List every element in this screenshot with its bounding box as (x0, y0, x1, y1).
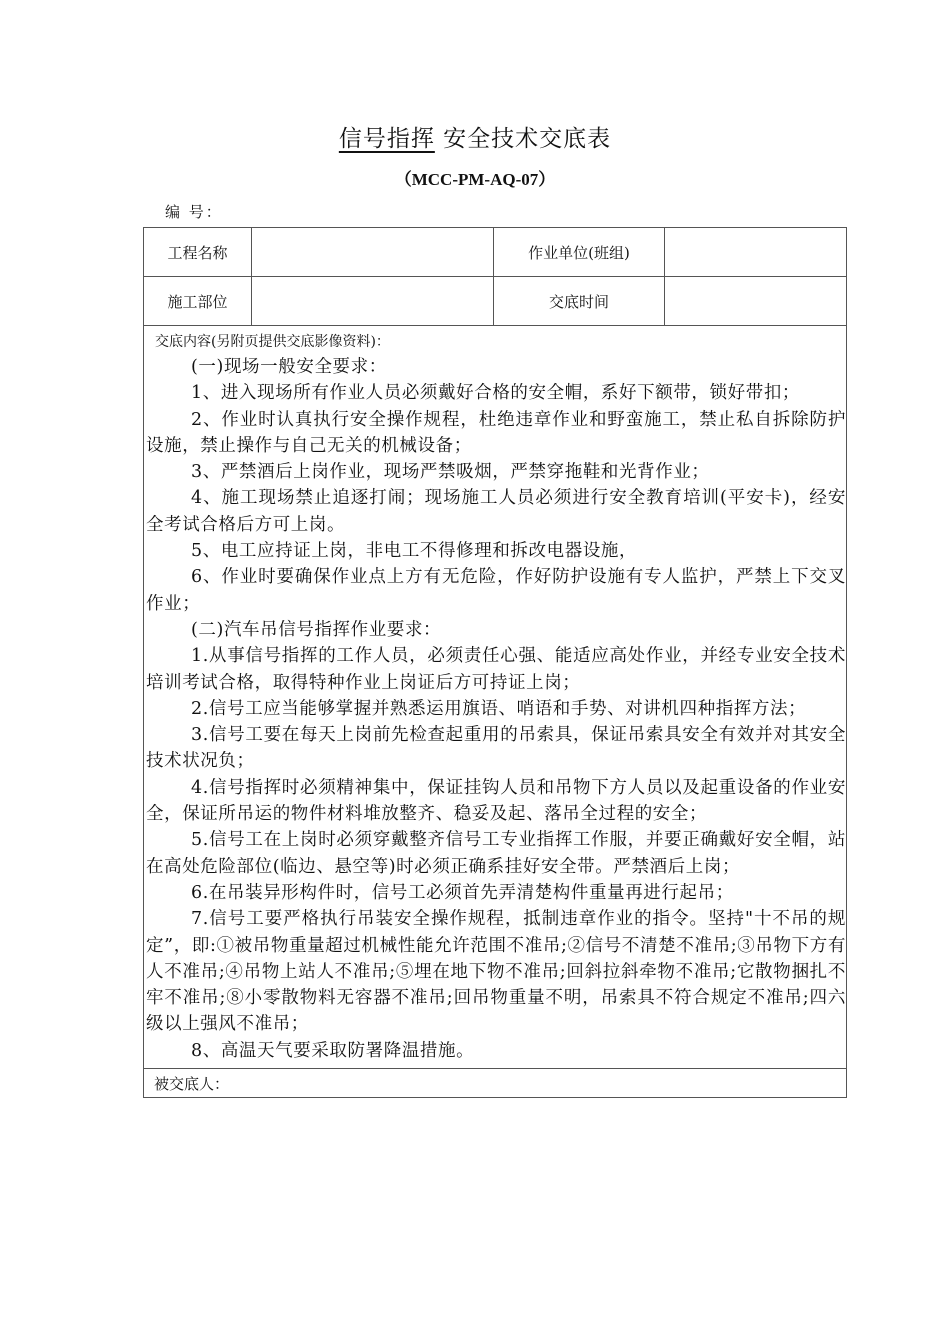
content-paragraph: 2.信号工应当能够掌握并熟悉运用旗语、哨语和手势、对讲机四种指挥方法； (191, 698, 807, 719)
content-paragraph: 4、施工现场禁止追逐打闹；现场施工人员必须进行安全教育培训(平安卡)，经安全考试合格后方可上岗。 (146, 488, 846, 535)
content-paragraph: 2、作业时认真执行安全操作规程，杜绝违章作业和野蛮施工，禁止私自拆除防护设施，禁止操作与自己无关的机械设备； (146, 409, 846, 456)
construction-part-label: 施工部位 (144, 277, 252, 326)
document-title (0, 120, 950, 153)
content-title: 交底内容(另附页提供交底影像资料)： (155, 334, 390, 350)
project-name-label: 工程名称 (144, 228, 252, 277)
content-paragraph: 5、电工应持证上岗，非电工不得修理和拆改电器设施， (191, 541, 638, 562)
work-unit-label: 作业单位(班组) (494, 228, 665, 277)
form-row-footer (144, 1069, 847, 1098)
construction-part-field[interactable] (252, 277, 494, 326)
content-paragraph: 6.在吊装异形构件时，信号工必须首先弄清楚构件重量再进行起吊； (191, 882, 734, 903)
form-row-project (144, 228, 847, 277)
recipient-label: 被交底人： (144, 1069, 847, 1098)
briefing-time-field[interactable] (665, 277, 847, 326)
number-label: 编 号： (165, 203, 223, 221)
content-paragraph: 3、严禁酒后上岗作业，现场严禁吸烟，严禁穿拖鞋和光背作业； (191, 462, 710, 483)
project-name-field[interactable] (252, 228, 494, 277)
content-paragraph: 1、进入现场所有作业人员必须戴好合格的安全帽，系好下额带，锁好带扣； (191, 383, 801, 404)
content-paragraph: 5.信号工在上岗时必须穿戴整齐信号工专业指挥工作服，并要正确戴好安全帽，站在高处危险部位(临边、悬空等)时必须正确系挂好安全带。严禁酒后上岗； (146, 830, 846, 877)
content-cell (144, 326, 847, 1069)
title-underlined-part: 信号指挥 (338, 126, 435, 152)
content-paragraph: 6、作业时要确保作业点上方有无危险，作好防护设施有专人监护，严禁上下交叉作业； (146, 567, 846, 614)
content-paragraph: 4.信号指挥时必须精神集中，保证挂钩人员和吊物下方人员以及起重设备的作业安全，保证所吊运的物件材料堆放整齐、稳妥及起、落吊全过程的安全； (146, 777, 846, 825)
work-unit-field[interactable] (665, 228, 847, 277)
form-row-part (144, 277, 847, 326)
briefing-time-label: 交底时间 (494, 277, 665, 326)
document-code: （MCC-PM-AQ-07） (394, 170, 556, 189)
briefing-form-table (143, 227, 847, 1098)
content-paragraph: (二)汽车吊信号指挥作业要求： (191, 619, 442, 640)
content-paragraph: 1.从事信号指挥的工作人员，必须责任心强、能适应高处作业，并经专业安全技术培训考试合格，取得特种作业上岗证后方可持证上岗； (146, 646, 846, 693)
content-paragraph: (一)现场一般安全要求： (191, 357, 387, 377)
content-body (146, 354, 846, 1064)
content-paragraph: 7.信号工要严格执行吊装安全操作规程，抵制违章作业的指令。坚持"十不吊的规定”，即:①被吊物重量超过机械性能允许范围不准吊;②信号不清楚不准吊;③吊物下方有人不准吊;④吊物上站人不准吊;⑤埋在地下物不准吊;回斜拉斜牵物不准吊;它散物捆扎不牢不准吊;⑧小零散物料无容器不准吊;回吊物重量不明，吊索具不符合规定不准吊;四六级以上强风不准吊； (146, 909, 846, 1035)
content-paragraph: 8、高温天气要采取防署降温措施。 (191, 1040, 475, 1061)
title-rest-part: 安全技术交底表 (443, 126, 612, 152)
form-row-content (144, 326, 847, 1069)
content-paragraph: 3.信号工要在每天上岗前先检查起重用的吊索具，保证吊索具安全有效并对其安全技术状况负； (146, 725, 846, 772)
